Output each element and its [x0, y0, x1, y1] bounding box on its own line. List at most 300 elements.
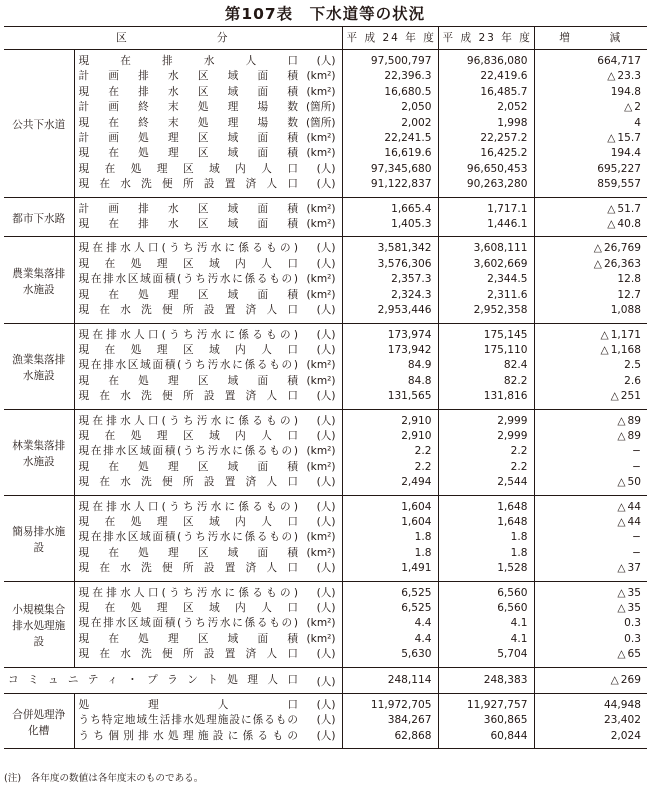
diff-value: 37 — [627, 562, 642, 575]
row-value-h24: 22,241.5 — [342, 131, 438, 146]
row-value-diff — [534, 667, 647, 693]
diff-value: 12.8 — [617, 273, 642, 286]
row-item-label: 現在排水人口 — [78, 55, 298, 67]
table-row — [4, 444, 647, 459]
decrease-mark-icon: △ — [617, 648, 626, 661]
table-row — [4, 323, 647, 343]
row-value-h23: 175,110 — [438, 343, 534, 358]
row-value-diff — [534, 460, 647, 475]
row-value-h24: 2,910 — [342, 429, 438, 444]
row-item-label: 現在処理区域内人口 — [78, 162, 298, 175]
row-unit: (km²) — [302, 272, 342, 287]
row-value-diff — [534, 616, 647, 631]
row-value-h23: 1,717.1 — [438, 197, 534, 217]
row-unit: (人) — [302, 561, 342, 581]
row-value-diff — [534, 162, 647, 177]
row-item — [74, 374, 302, 389]
header-h23: 平 成 23 年 度 — [438, 27, 534, 50]
decrease-mark-icon: △ — [617, 476, 626, 489]
row-item-label: 現在排水区域面積 — [78, 85, 298, 98]
row-value-h23: 2,311.6 — [438, 288, 534, 303]
decrease-mark-icon: △ — [600, 328, 609, 341]
row-value-h23: 4.1 — [438, 632, 534, 647]
row-value-h23: 16,425.2 — [438, 146, 534, 161]
row-item-label: 現在終末処理場数 — [78, 116, 298, 129]
row-value-diff — [534, 429, 647, 444]
row-unit: (km²) — [302, 217, 342, 237]
row-value-h24: 4.4 — [342, 632, 438, 647]
row-value-diff — [534, 197, 647, 217]
row-value-diff — [534, 647, 647, 667]
table-header-row — [4, 27, 647, 50]
row-value-h24: 62,868 — [342, 729, 438, 749]
row-value-diff — [534, 358, 647, 373]
decrease-mark-icon: △ — [610, 673, 619, 686]
row-item — [74, 530, 302, 545]
row-value-diff — [534, 694, 647, 714]
row-value-diff — [534, 146, 647, 161]
row-item — [74, 616, 302, 631]
table-row — [4, 409, 647, 429]
table-row — [4, 647, 647, 667]
row-value-h24: 16,619.6 — [342, 146, 438, 161]
row-value-h23: 60,844 — [438, 729, 534, 749]
table-row — [4, 475, 647, 495]
diff-value: 65 — [627, 648, 642, 661]
row-value-h23: 22,419.6 — [438, 69, 534, 84]
row-value-diff — [534, 374, 647, 389]
decrease-mark-icon: △ — [593, 257, 602, 270]
row-value-h23: 360,865 — [438, 713, 534, 728]
row-item — [74, 288, 302, 303]
table-row — [4, 546, 647, 561]
row-value-h24: 84.9 — [342, 358, 438, 373]
table-row — [4, 177, 647, 197]
decrease-mark-icon: △ — [600, 343, 609, 356]
row-unit: (人) — [302, 177, 342, 197]
diff-value: 0.3 — [624, 632, 642, 645]
row-item-label: うち個別排水処理施設に係るもの — [78, 729, 298, 742]
diff-value: 859,557 — [597, 178, 642, 191]
table-row — [4, 131, 647, 146]
row-unit: (人) — [302, 581, 342, 601]
row-value-h24: 131,565 — [342, 389, 438, 409]
row-item-label: 現在水洗便所設置済人口 — [78, 390, 298, 403]
footnote: (注) 各年度の数値は各年度末のものである。 — [4, 773, 204, 784]
row-item-label: 現在排水人口(うち汚水に係るもの) — [78, 500, 298, 513]
row-unit: (km²) — [302, 85, 342, 100]
row-item-label: 現在排水人口(うち汚水に係るもの) — [78, 414, 298, 427]
row-value-diff — [534, 546, 647, 561]
row-item-label: 現在排水区域面積(うち汚水に係るもの) — [78, 273, 298, 286]
diff-value: 4 — [634, 116, 642, 129]
row-value-h23: 1.8 — [438, 530, 534, 545]
table-row — [4, 429, 647, 444]
row-value-h24: 3,581,342 — [342, 237, 438, 257]
row-item-label: 現在水洗便所設置済人口 — [78, 648, 298, 661]
row-item-label: 計画終末処理場数 — [78, 101, 298, 114]
row-value-h23: 96,836,080 — [438, 50, 534, 70]
row-item-label: 現在処理区域面積 — [78, 460, 298, 473]
row-value-h23: 16,485.7 — [438, 85, 534, 100]
row-item-label: 現在処理区域内人口 — [78, 257, 298, 270]
row-item-label: 現在処理区域面積 — [78, 632, 298, 645]
diff-value: 23,402 — [603, 714, 642, 727]
category-label: 簡易排水施設 — [4, 495, 74, 581]
row-item-label: 現在処理区域内人口 — [78, 343, 298, 356]
row-unit: (km²) — [302, 460, 342, 475]
row-item — [74, 162, 302, 177]
row-item — [74, 546, 302, 561]
row-value-h23: 90,263,280 — [438, 177, 534, 197]
row-value-h24: 2,357.3 — [342, 272, 438, 287]
table-row — [4, 495, 647, 515]
decrease-mark-icon: △ — [607, 202, 616, 215]
row-value-diff — [534, 217, 647, 237]
row-unit: (km²) — [302, 616, 342, 631]
decrease-mark-icon: △ — [617, 562, 626, 575]
diff-value: 1,088 — [610, 304, 642, 317]
row-unit: (人) — [302, 475, 342, 495]
diff-value: 44 — [627, 500, 642, 513]
row-item-label: 現在水洗便所設置済人口 — [78, 476, 298, 489]
row-value-h23: 3,602,669 — [438, 257, 534, 272]
row-item — [74, 85, 302, 100]
row-item-label: 現在処理区域面積 — [78, 546, 298, 559]
decrease-mark-icon: △ — [617, 602, 626, 614]
row-value-h23: 2,952,358 — [438, 303, 534, 323]
row-value-h24: 2,002 — [342, 116, 438, 131]
row-item-label: 計画排水区域面積 — [78, 202, 298, 215]
table-row — [4, 85, 647, 100]
table-row — [4, 694, 647, 714]
diff-value: 2 — [634, 101, 642, 114]
row-item-label: 処理人口 — [78, 699, 298, 712]
row-unit: (人) — [302, 50, 342, 70]
table-row — [4, 713, 647, 728]
row-value-h24: 1.8 — [342, 546, 438, 561]
row-unit: (人) — [302, 303, 342, 323]
row-unit: (人) — [302, 713, 342, 728]
row-item — [74, 50, 302, 70]
row-value-diff — [534, 85, 647, 100]
row-value-h24: 16,680.5 — [342, 85, 438, 100]
row-value-h24: 1,604 — [342, 515, 438, 530]
row-value-diff — [534, 131, 647, 146]
table-row — [4, 303, 647, 323]
row-value-h23: 175,145 — [438, 323, 534, 343]
row-unit: (箇所) — [302, 116, 342, 131]
row-value-h24: 2.2 — [342, 444, 438, 459]
table-row — [4, 581, 647, 601]
diff-value: 89 — [627, 414, 642, 427]
row-value-h24: 2,494 — [342, 475, 438, 495]
row-item — [74, 409, 302, 429]
row-item-label: うち特定地域生活排水処理施設に係るもの — [78, 714, 298, 727]
row-value-h24: 1,491 — [342, 561, 438, 581]
row-value-h24: 4.4 — [342, 616, 438, 631]
row-item-label: 現在水洗便所設置済人口 — [78, 304, 298, 317]
row-item-label: 計画処理区域面積 — [78, 132, 298, 145]
diff-value: 0.3 — [624, 617, 642, 630]
row-item-label: 現在排水人口(うち汚水に係るもの) — [78, 586, 298, 599]
row-item — [74, 460, 302, 475]
diff-value: 664,717 — [597, 55, 642, 67]
diff-value: 269 — [620, 673, 642, 686]
row-item — [74, 131, 302, 146]
row-value-diff — [534, 323, 647, 343]
diff-value: 695,227 — [597, 162, 642, 175]
row-item-label: 現在処理区域面積 — [78, 288, 298, 301]
row-value-h23: 2,999 — [438, 429, 534, 444]
row-item — [74, 561, 302, 581]
row-unit: (人) — [302, 323, 342, 343]
header-diff: 増 減 — [534, 27, 647, 50]
row-item — [74, 197, 302, 217]
row-unit: (km²) — [302, 197, 342, 217]
row-unit: (km²) — [302, 358, 342, 373]
row-value-h24: 173,942 — [342, 343, 438, 358]
row-unit: (人) — [302, 647, 342, 667]
row-item — [74, 389, 302, 409]
decrease-mark-icon: △ — [617, 586, 626, 599]
diff-value: 44,948 — [603, 699, 642, 712]
row-unit: (km²) — [302, 288, 342, 303]
row-unit: (km²) — [302, 530, 342, 545]
row-value-h24: 1.8 — [342, 530, 438, 545]
row-item — [74, 116, 302, 131]
row-value-h23: 2.2 — [438, 444, 534, 459]
row-value-h23: 248,383 — [438, 667, 534, 693]
table-row — [4, 389, 647, 409]
table-row — [4, 358, 647, 373]
table-row — [4, 460, 647, 475]
row-item-label: 現在排水区域面積(うち汚水に係るもの) — [78, 445, 298, 458]
row-item — [74, 601, 302, 616]
row-item — [74, 515, 302, 530]
row-value-diff — [534, 632, 647, 647]
row-value-h24: 384,267 — [342, 713, 438, 728]
diff-value: 2,024 — [610, 729, 642, 742]
decrease-mark-icon: △ — [617, 515, 626, 528]
diff-value: 251 — [620, 390, 642, 403]
row-item — [74, 647, 302, 667]
decrease-mark-icon: △ — [607, 218, 616, 231]
row-item — [74, 444, 302, 459]
row-item-label: 現在水洗便所設置済人口 — [78, 178, 298, 191]
diff-value: − — [632, 546, 642, 559]
row-value-h23: 2,544 — [438, 475, 534, 495]
table-row — [4, 729, 647, 749]
diff-value: 26,769 — [603, 242, 642, 255]
table-row — [4, 100, 647, 115]
row-value-h23: 2.2 — [438, 460, 534, 475]
row-value-h24: 248,114 — [342, 667, 438, 693]
row-value-h23: 1,446.1 — [438, 217, 534, 237]
table-row — [4, 217, 647, 237]
row-unit: (km²) — [302, 632, 342, 647]
row-item — [74, 358, 302, 373]
row-value-h24: 5,630 — [342, 647, 438, 667]
table-row — [4, 146, 647, 161]
row-value-diff — [534, 272, 647, 287]
row-value-h24: 6,525 — [342, 601, 438, 616]
row-value-diff — [534, 389, 647, 409]
row-value-diff — [534, 515, 647, 530]
row-unit: (人) — [302, 601, 342, 616]
table-row — [4, 530, 647, 545]
row-item-label: 計画排水区域面積 — [78, 70, 298, 83]
row-item — [74, 272, 302, 287]
row-value-diff — [534, 257, 647, 272]
category-label: 農業集落排水施設 — [4, 237, 74, 323]
table-row — [4, 116, 647, 131]
row-item — [74, 429, 302, 444]
row-unit: (人) — [302, 343, 342, 358]
diff-value: 2.5 — [624, 359, 642, 372]
row-value-h23: 96,650,453 — [438, 162, 534, 177]
diff-value: 23.3 — [617, 70, 642, 83]
row-item — [74, 729, 302, 749]
diff-value: 1,171 — [610, 328, 642, 341]
row-value-diff — [534, 475, 647, 495]
row-value-h23: 5,704 — [438, 647, 534, 667]
row-value-h24: 3,576,306 — [342, 257, 438, 272]
table-row — [4, 515, 647, 530]
decrease-mark-icon: △ — [617, 414, 626, 427]
row-value-h24: 2,910 — [342, 409, 438, 429]
row-unit: (km²) — [302, 546, 342, 561]
row-item — [74, 257, 302, 272]
row-value-diff — [534, 303, 647, 323]
diff-value: − — [632, 445, 642, 458]
row-unit: (箇所) — [302, 100, 342, 115]
row-value-diff — [534, 729, 647, 749]
row-item — [74, 632, 302, 647]
table-row — [4, 237, 647, 257]
row-value-h24: 2,324.3 — [342, 288, 438, 303]
diff-value: 15.7 — [617, 132, 642, 145]
diff-value: − — [632, 531, 642, 544]
diff-value: 44 — [627, 515, 642, 528]
decrease-mark-icon: △ — [624, 101, 633, 114]
row-item-label: 現在処理区域内人口 — [78, 515, 298, 528]
row-value-h24: 97,500,797 — [342, 50, 438, 70]
row-item — [74, 581, 302, 601]
page-title: 第107表 下水道等の状況 — [224, 5, 426, 23]
category-label: 漁業集落排水施設 — [4, 323, 74, 409]
row-unit: (人) — [302, 237, 342, 257]
row-value-h24: 97,345,680 — [342, 162, 438, 177]
row-unit: (人) — [302, 667, 342, 693]
row-value-diff — [534, 237, 647, 257]
row-item — [74, 69, 302, 84]
diff-value: 26,363 — [603, 257, 642, 270]
category-label: 合併処理浄化槽 — [4, 694, 74, 749]
row-unit: (km²) — [302, 131, 342, 146]
row-value-h23: 1,998 — [438, 116, 534, 131]
row-value-diff — [534, 116, 647, 131]
row-value-diff — [534, 530, 647, 545]
row-value-h23: 2,052 — [438, 100, 534, 115]
header-h24: 平 成 24 年 度 — [342, 27, 438, 50]
diff-value: 89 — [627, 429, 642, 442]
row-item — [74, 343, 302, 358]
row-item-label: 現在処理区域内人口 — [78, 602, 298, 614]
row-value-h24: 11,972,705 — [342, 694, 438, 714]
row-value-diff — [534, 495, 647, 515]
row-value-h23: 4.1 — [438, 616, 534, 631]
table-row — [4, 632, 647, 647]
row-value-h24: 2,953,446 — [342, 303, 438, 323]
row-value-h23: 131,816 — [438, 389, 534, 409]
diff-value: 50 — [627, 476, 642, 489]
row-value-h23: 1.8 — [438, 546, 534, 561]
row-item-label: 現在排水人口(うち汚水に係るもの) — [78, 242, 298, 255]
table-row — [4, 197, 647, 217]
row-item-label: 現在排水区域面積 — [78, 218, 298, 231]
diff-value: 1,168 — [610, 343, 642, 356]
diff-value: 51.7 — [617, 202, 642, 215]
row-value-h23: 6,560 — [438, 601, 534, 616]
sewerage-table — [4, 26, 647, 749]
row-value-diff — [534, 713, 647, 728]
row-item — [74, 177, 302, 197]
table-row — [4, 616, 647, 631]
table-row — [4, 343, 647, 358]
row-value-h24: 84.8 — [342, 374, 438, 389]
row-value-diff — [534, 409, 647, 429]
row-unit: (km²) — [302, 444, 342, 459]
row-unit: (人) — [302, 729, 342, 749]
row-unit: (人) — [302, 429, 342, 444]
row-item-label: 現在排水区域面積(うち汚水に係るもの) — [78, 617, 298, 630]
row-value-h23: 11,927,757 — [438, 694, 534, 714]
diff-value: 2.6 — [624, 374, 642, 387]
row-item-label: コミュニティ・プラント処理人口 — [8, 673, 298, 686]
category-label: 都市下水路 — [4, 197, 74, 237]
row-value-diff — [534, 561, 647, 581]
row-unit: (人) — [302, 515, 342, 530]
category-label: 公共下水道 — [4, 50, 74, 198]
row-value-h24: 1,604 — [342, 495, 438, 515]
row-unit: (km²) — [302, 69, 342, 84]
table-row — [4, 288, 647, 303]
row-item — [74, 323, 302, 343]
row-value-h23: 2,344.5 — [438, 272, 534, 287]
row-value-h23: 1,648 — [438, 515, 534, 530]
diff-value: 40.8 — [617, 218, 642, 231]
table-row — [4, 69, 647, 84]
row-item-label: 現在処理区域内人口 — [78, 429, 298, 442]
table-row — [4, 667, 647, 693]
row-item — [74, 475, 302, 495]
diff-value: 35 — [627, 602, 642, 614]
decrease-mark-icon: △ — [607, 70, 616, 83]
row-item — [74, 146, 302, 161]
row-item — [74, 495, 302, 515]
row-unit: (人) — [302, 389, 342, 409]
table-row — [4, 50, 647, 70]
row-value-diff — [534, 444, 647, 459]
row-value-diff — [534, 601, 647, 616]
row-item-label: 現在処理区域面積 — [78, 147, 298, 160]
community-item — [4, 667, 302, 693]
row-value-h23: 82.4 — [438, 358, 534, 373]
row-value-diff — [534, 343, 647, 358]
decrease-mark-icon: △ — [610, 390, 619, 403]
row-value-h24: 6,525 — [342, 581, 438, 601]
